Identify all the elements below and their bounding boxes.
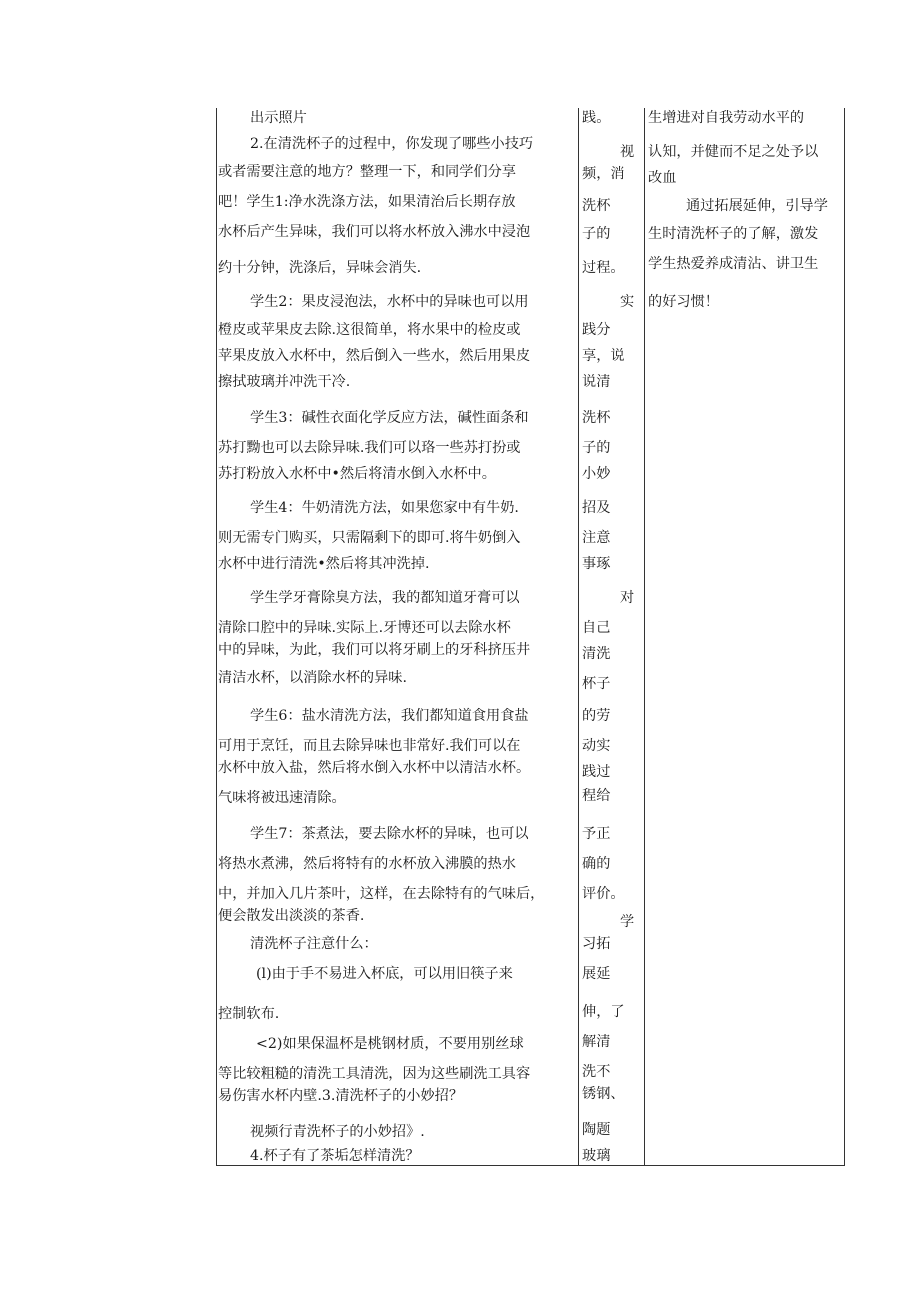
text-line: 生时清洗杯子的了解，激发: [648, 226, 819, 242]
text-line: 出示照片: [250, 110, 307, 126]
text-line: 清洗: [582, 646, 611, 662]
text-line: 招及: [582, 500, 611, 516]
text-line: 清洗杯子注意什么：: [250, 936, 378, 952]
text-line: 控制软布.: [218, 1006, 280, 1022]
text-line: 气味将被迅速清除。: [218, 790, 346, 806]
text-line: 践。: [582, 110, 611, 126]
text-line: 的劳: [582, 708, 611, 724]
text-line: 享，说: [582, 348, 625, 364]
text-line: 子的: [582, 440, 611, 456]
text-line: 小妙: [582, 466, 611, 482]
text-line: 学生3：碱性衣面化学反应方法，碱性面条和: [250, 410, 529, 426]
text-line: 便会散发出淡淡的茶香.: [218, 908, 365, 924]
text-line: 过程。: [582, 260, 625, 276]
text-line: 4.杯子有了茶垢怎样清洗？: [250, 1148, 420, 1164]
text-line: 予正: [582, 826, 611, 842]
text-line: 改血: [648, 170, 677, 186]
text-line: 学生7：茶煮法，要去除水杯的异味，也可以: [250, 826, 529, 842]
text-line: 水杯中进行清洗•然后将其冲洗掉.: [218, 556, 430, 572]
text-line: 践分: [582, 322, 611, 338]
text-line: 事琢: [582, 556, 611, 572]
text-line: 学生6：盐水清洗方法，我们都知道食用食盐: [250, 708, 529, 724]
text-line: 橙皮或苹果皮去除.这很简单，将水果中的检皮或: [218, 322, 521, 338]
text-line: 洗不: [582, 1064, 611, 1080]
text-line: 注意: [582, 530, 611, 546]
text-line: 习拓: [582, 936, 611, 952]
text-line: 中的异味，为此，我们可以将牙刷上的牙科挤压井: [218, 642, 531, 658]
text-line: 陶题: [582, 1122, 611, 1138]
text-line: 展延: [582, 966, 611, 982]
text-line: 清除口腔中的异味.实际上.牙博还可以去除水杯: [218, 620, 511, 636]
text-line: 清洁水杯，以消除水杯的异味.: [218, 670, 407, 686]
text-line: 吧！学生1:净水洗涤方法，如果清治后长期存放: [218, 194, 516, 210]
text-line: 自己: [582, 620, 611, 636]
text-line: 子的: [582, 226, 611, 242]
text-line: 践过: [582, 764, 611, 780]
text-line: 锈钢、: [582, 1086, 625, 1102]
text-line: (l)由于手不易进入杯底，可以用旧筷子来: [256, 966, 513, 982]
text-line: 程给: [582, 788, 611, 804]
text-line: 苏打黝也可以去除异味.我们可以珞一些苏打扮或: [218, 440, 521, 456]
text-line: 则无需专门购买，只需隔剩下的即可.将牛奶倒入: [218, 530, 521, 546]
text-line: 视频行青洗杯子的小妙招》.: [250, 1124, 425, 1140]
text-line: 学生4：牛奶清洗方法，如果您家中有牛奶.: [250, 500, 519, 516]
text-line: 等比较粗糙的清洗工具清洗，因为这些刷洗工具容: [218, 1066, 531, 1082]
text-line: 学生2：果皮浸泡法，水杯中的异味也可以用: [250, 294, 529, 310]
text-line: 通过拓展延伸，引导学: [686, 198, 828, 214]
text-line: 解清: [582, 1034, 611, 1050]
text-line: 的好习惯！: [648, 294, 719, 310]
text-line: 水杯中放入盐，然后将水倒入水杯中以清洁水杯。: [218, 760, 531, 776]
text-line: 洗杯: [582, 198, 611, 214]
text-line: 中，并加入几片茶叶，这样，在去除特有的气味后，: [218, 886, 545, 902]
table-divider-2: [644, 108, 645, 1166]
text-line: 学生学牙膏除臭方法，我的都知道牙膏可以: [250, 590, 520, 606]
text-line: 2.在清洗杯子的过程中，你发现了哪些小技巧: [250, 136, 534, 152]
text-line: 伸，了: [582, 1004, 625, 1020]
text-line: 苹果皮放入水杯中，然后倒入一些水，然后用果皮: [218, 348, 531, 364]
text-line: 学: [620, 914, 635, 930]
text-line: 易伤害水杯内壁.3.清洗杯子的小妙招？: [218, 1088, 464, 1104]
text-line: 动实: [582, 738, 611, 754]
text-line: 认知，并健而不足之处予以: [648, 144, 819, 160]
text-line: 说清: [582, 374, 611, 390]
text-line: 可用于烹饪，而且去除异味也非常好.我们可以在: [218, 738, 521, 754]
text-line: 学生热爱养成清沾、讲卫生: [648, 256, 819, 272]
text-line: 苏打粉放入水杯中•然后将清水倒入水杯中。: [218, 466, 496, 482]
text-line: 水杯后产生异味，我们可以将水杯放入沸水中浸泡: [218, 224, 531, 240]
text-line: 实: [620, 294, 635, 310]
table-divider-1: [578, 108, 579, 1166]
text-line: 确的: [582, 856, 611, 872]
text-line: 洗杯: [582, 410, 611, 426]
table-left-border: [216, 108, 217, 1166]
text-line: 评价。: [582, 886, 625, 902]
text-line: 频，消: [582, 166, 625, 182]
text-line: 杯子: [582, 676, 611, 692]
text-line: 视: [620, 144, 635, 160]
text-line: 对: [620, 590, 635, 606]
text-line: 或者需要注意的地方？整理一下，和同学们分享: [218, 164, 516, 180]
text-line: <2)如果保温杯是桃钢材质，不要用别丝球: [256, 1036, 524, 1052]
text-line: 生增进对自我劳动水平的: [648, 110, 805, 126]
table-right-border: [844, 108, 845, 1166]
text-line: 玻璃: [582, 1148, 611, 1164]
text-line: 擦拭玻璃并冲洗干冷.: [218, 374, 351, 390]
text-line: 约十分钟，洗涤后，异味会消失.: [218, 260, 422, 276]
text-line: 将热水煮沸，然后将特有的水杯放入沸膜的热水: [218, 856, 516, 872]
